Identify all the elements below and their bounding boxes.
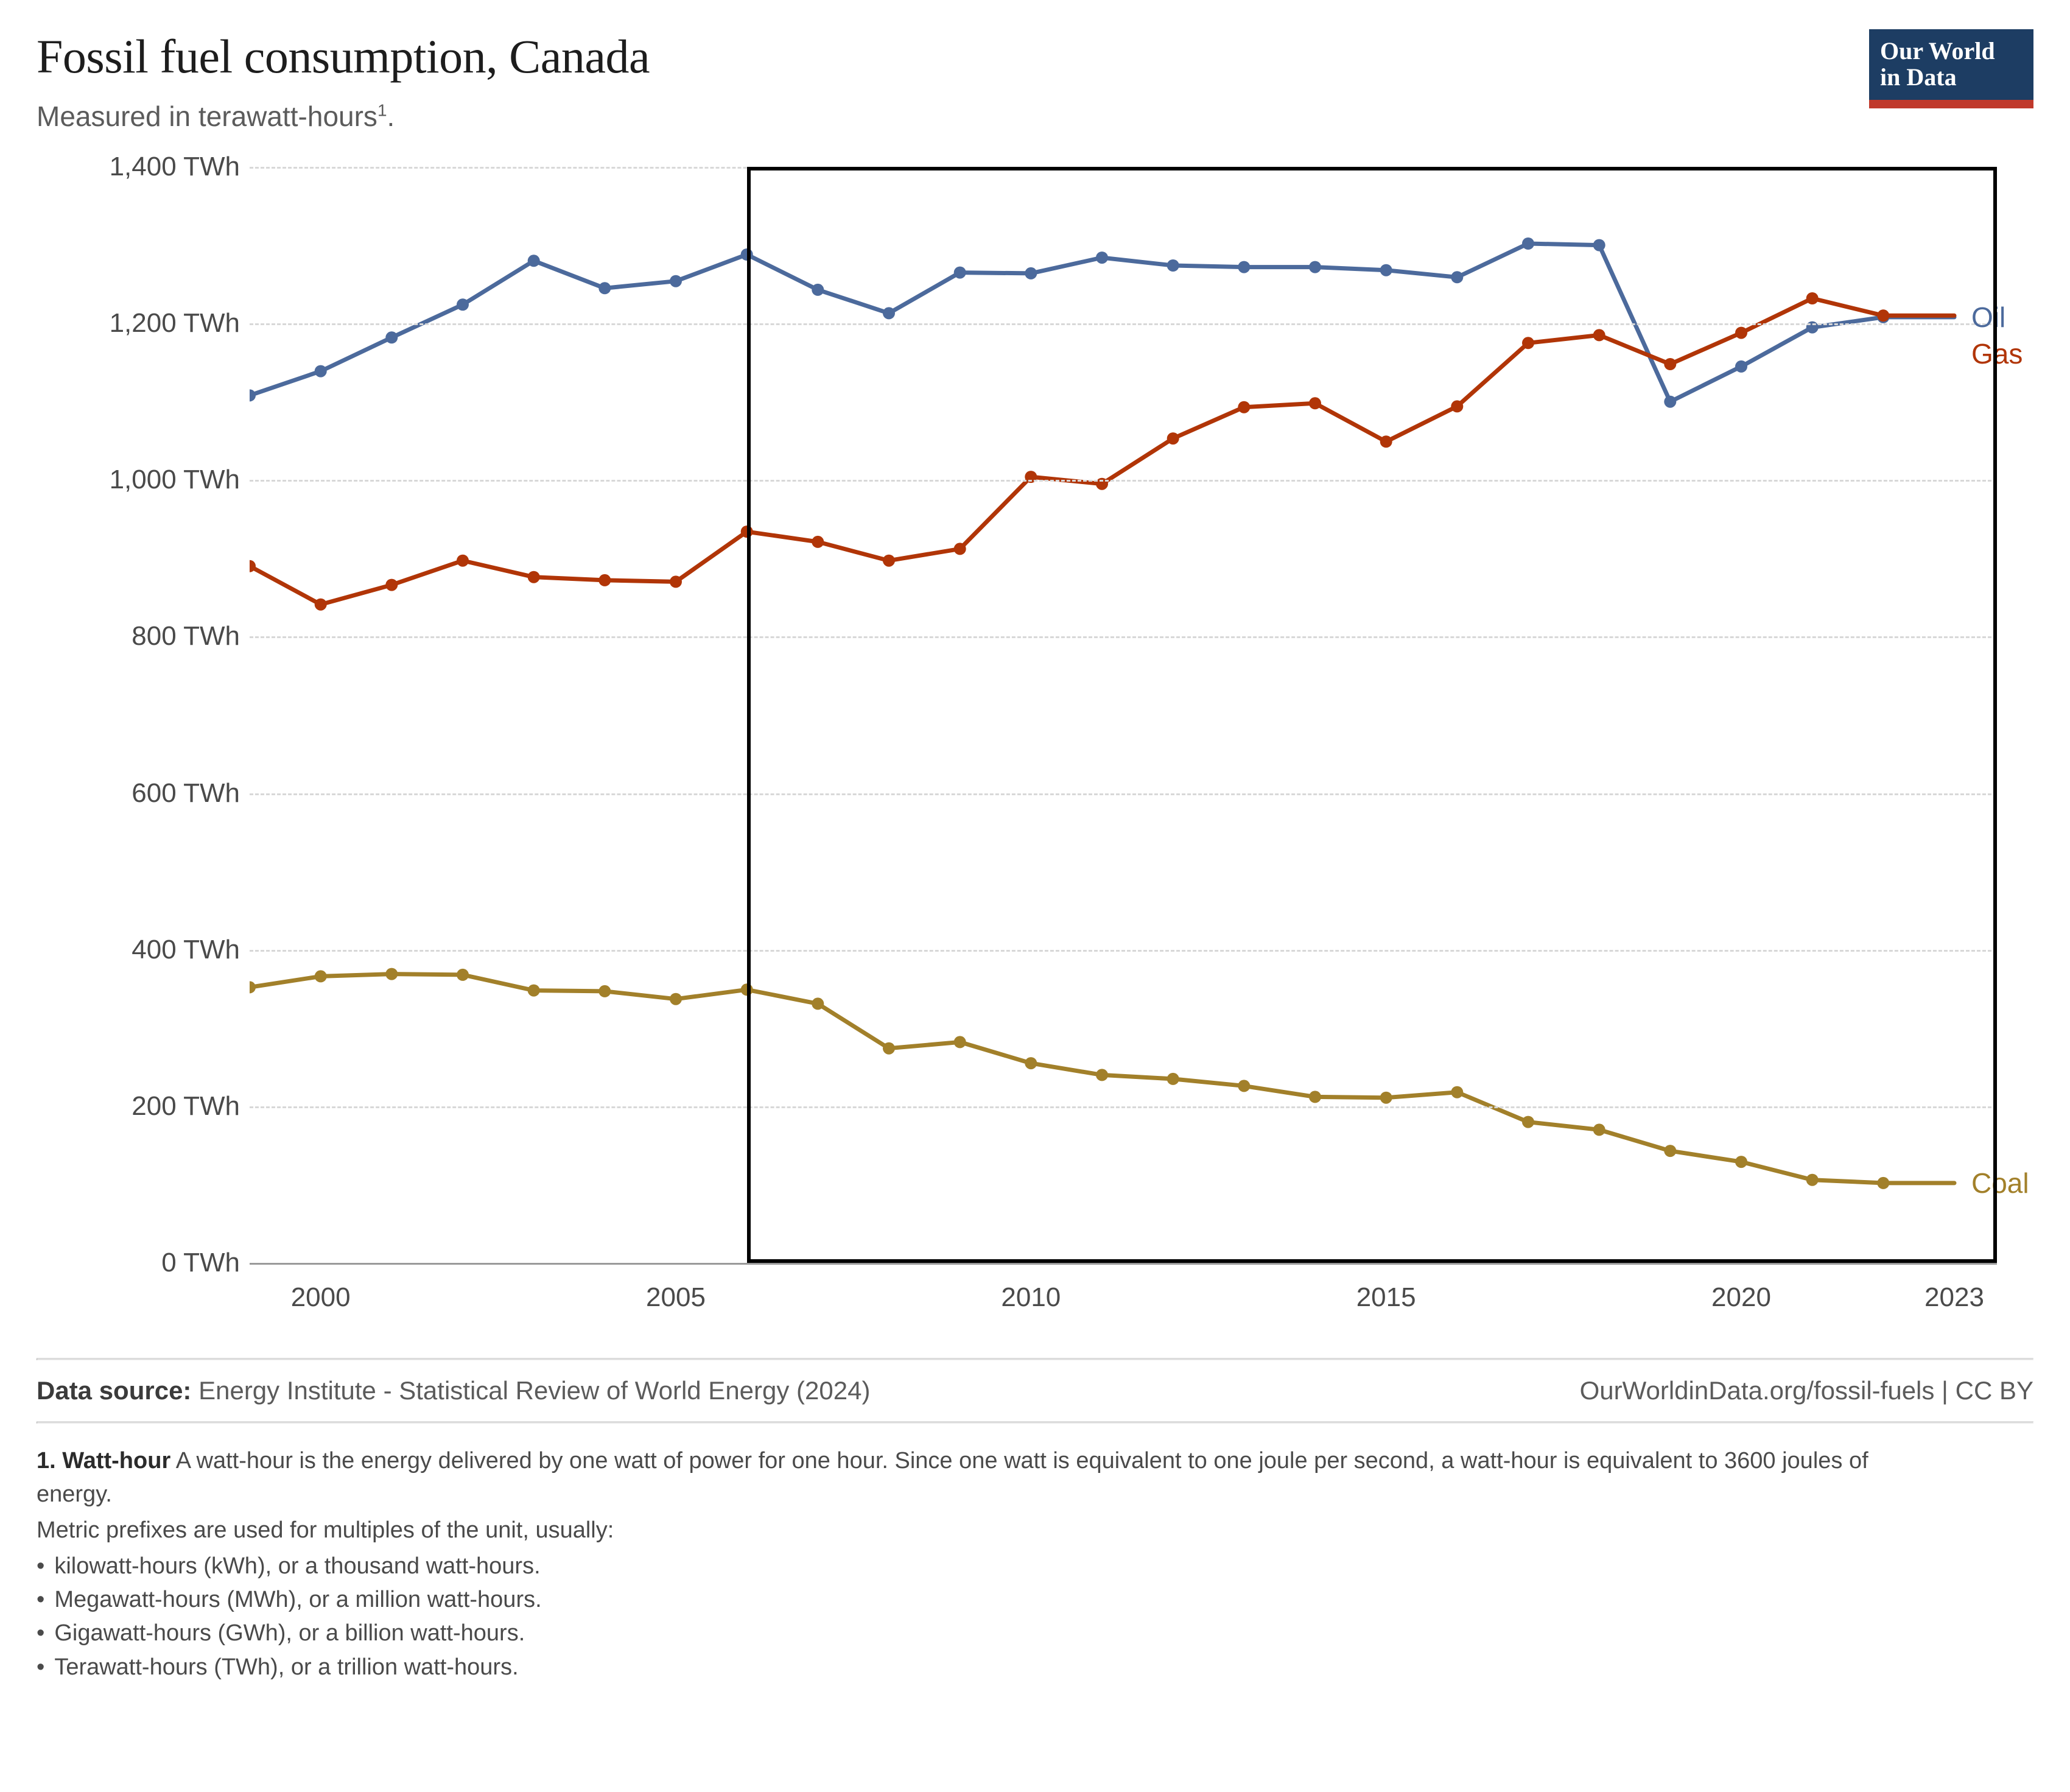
data-point[interactable] xyxy=(250,389,256,401)
footnote-list xyxy=(37,1550,2033,1684)
series-line-gas xyxy=(250,298,1954,605)
data-point[interactable] xyxy=(1025,267,1037,279)
data-point[interactable] xyxy=(1309,261,1321,273)
x-axis-tick-label: 2023 xyxy=(1924,1282,1984,1312)
gridline xyxy=(250,1106,1997,1108)
chart-subtitle xyxy=(37,100,2033,133)
data-point[interactable] xyxy=(1735,327,1747,339)
y-axis-tick-label: 0 TWh xyxy=(161,1248,240,1277)
footnote-definition-text: A watt-hour is the energy delivered by one watt of power for one hour. Since one watt is equivalent to one joule per second, a watt-hour is equivalent to 3600 joules of energy. xyxy=(37,1448,1868,1508)
footnote-prefix-intro: Metric prefixes are used for multiples of the unit, usually: xyxy=(37,1517,614,1544)
data-point[interactable] xyxy=(385,968,398,980)
data-point[interactable] xyxy=(457,969,469,981)
gridline xyxy=(250,480,1997,482)
data-point[interactable] xyxy=(1096,1069,1108,1081)
chart-area xyxy=(37,152,2033,1342)
data-point[interactable] xyxy=(883,1042,895,1055)
data-point[interactable] xyxy=(1877,309,1889,322)
data-point[interactable] xyxy=(1025,1057,1037,1069)
footer-divider-bottom xyxy=(37,1421,2033,1424)
data-point[interactable] xyxy=(1309,1091,1321,1103)
data-point[interactable] xyxy=(741,248,753,261)
data-point[interactable] xyxy=(1167,259,1179,272)
gridline xyxy=(250,793,1997,795)
data-point[interactable] xyxy=(1167,432,1179,444)
data-point[interactable] xyxy=(598,985,611,997)
x-axis-tick-label: 2015 xyxy=(1356,1282,1416,1312)
data-point[interactable] xyxy=(1167,1073,1179,1085)
list-item: • kilowatt-hours (kWh), or a thousand watt-hours. xyxy=(37,1550,2033,1583)
data-point[interactable] xyxy=(812,536,824,548)
data-point[interactable] xyxy=(954,267,966,279)
x-axis-tick-label: 2000 xyxy=(290,1282,351,1312)
data-point[interactable] xyxy=(598,574,611,586)
legend-label-gas: Gas xyxy=(1971,337,2023,370)
data-point[interactable] xyxy=(457,555,469,567)
list-item: • Gigawatt-hours (GWh), or a billion watt-hours. xyxy=(37,1617,2033,1650)
chart-subtitle-suffix: . xyxy=(387,100,395,132)
gridline xyxy=(250,950,1997,952)
data-point[interactable] xyxy=(741,525,753,538)
list-item: • Terawatt-hours (TWh), or a trillion watt-hours. xyxy=(37,1651,2033,1684)
data-point[interactable] xyxy=(315,970,327,982)
data-point[interactable] xyxy=(457,298,469,311)
footer-source-row xyxy=(37,1360,2033,1421)
data-point[interactable] xyxy=(812,997,824,1010)
data-point[interactable] xyxy=(1735,1156,1747,1168)
data-point[interactable] xyxy=(1664,1145,1676,1157)
data-point[interactable] xyxy=(315,599,327,611)
data-point[interactable] xyxy=(385,331,398,343)
page-title: Fossil fuel consumption, Canada xyxy=(37,30,650,83)
y-axis-tick-label: 1,400 TWh xyxy=(109,152,240,181)
data-point[interactable] xyxy=(670,275,682,287)
data-point[interactable] xyxy=(954,543,966,555)
data-point[interactable] xyxy=(1380,435,1392,448)
y-axis-tick-label: 1,000 TWh xyxy=(109,465,240,495)
series-svg xyxy=(250,167,1997,1263)
gridline xyxy=(250,636,1997,638)
data-point[interactable] xyxy=(1593,329,1605,341)
footer-link[interactable]: OurWorldinData.org/fossil-fuels | CC BY xyxy=(1579,1376,2033,1405)
data-point[interactable] xyxy=(315,365,327,378)
data-point[interactable] xyxy=(1451,271,1463,283)
data-point[interactable] xyxy=(1309,397,1321,409)
footnote-definition xyxy=(37,1444,1893,1511)
data-point[interactable] xyxy=(598,282,611,294)
data-point[interactable] xyxy=(954,1036,966,1048)
x-axis-line xyxy=(250,1263,1997,1265)
data-point[interactable] xyxy=(1451,400,1463,412)
chart-footer xyxy=(37,1358,2033,1684)
data-point[interactable] xyxy=(1522,337,1534,349)
data-point[interactable] xyxy=(1593,239,1605,251)
data-point[interactable] xyxy=(741,983,753,996)
y-axis-tick-label: 200 TWh xyxy=(132,1091,240,1121)
y-axis-tick-label: 600 TWh xyxy=(132,778,240,808)
data-point[interactable] xyxy=(1664,396,1676,408)
footnote-marker: 1 xyxy=(377,100,387,120)
chart-header xyxy=(37,0,2033,133)
data-point[interactable] xyxy=(250,981,256,993)
data-point[interactable] xyxy=(1877,1177,1889,1189)
data-point[interactable] xyxy=(1522,1116,1534,1128)
data-point[interactable] xyxy=(528,255,540,267)
data-point[interactable] xyxy=(670,575,682,588)
x-axis-tick-label: 2020 xyxy=(1711,1282,1771,1312)
x-axis-tick-label: 2005 xyxy=(646,1282,706,1312)
data-point[interactable] xyxy=(385,579,398,591)
owid-logo[interactable] xyxy=(1869,29,2033,108)
data-point[interactable] xyxy=(883,307,895,319)
data-point[interactable] xyxy=(1238,1080,1250,1092)
chart-subtitle-text: Measured in terawatt-hours xyxy=(37,100,377,132)
plot-canvas[interactable] xyxy=(109,152,2029,1312)
data-point[interactable] xyxy=(1451,1086,1463,1098)
owid-logo-line2: in Data xyxy=(1880,63,1957,91)
legend-label-coal: Coal xyxy=(1971,1167,2029,1199)
data-point[interactable] xyxy=(528,571,540,583)
data-point[interactable] xyxy=(670,993,682,1005)
data-point[interactable] xyxy=(1096,251,1108,264)
footnotes xyxy=(37,1444,2033,1684)
data-point[interactable] xyxy=(1380,1092,1392,1104)
data-point[interactable] xyxy=(883,555,895,567)
data-point[interactable] xyxy=(1664,358,1676,370)
owid-logo-text xyxy=(1869,29,2033,100)
data-source-label: Data source: xyxy=(37,1376,192,1405)
data-point[interactable] xyxy=(812,284,824,296)
data-point[interactable] xyxy=(1380,264,1392,276)
data-point[interactable] xyxy=(1806,292,1819,304)
data-point[interactable] xyxy=(1238,401,1250,413)
x-axis-tick-label: 2010 xyxy=(1001,1282,1061,1312)
data-source xyxy=(37,1376,870,1405)
list-item: • Megawatt-hours (MWh), or a million watt-hours. xyxy=(37,1583,2033,1617)
owid-logo-line1: Our World xyxy=(1880,37,1995,65)
data-point[interactable] xyxy=(528,985,540,997)
series-line-oil xyxy=(250,244,1954,402)
data-point[interactable] xyxy=(1238,261,1250,273)
footnote-term: 1. Watt-hour xyxy=(37,1448,171,1474)
y-axis-tick-label: 400 TWh xyxy=(132,934,240,965)
data-point[interactable] xyxy=(1593,1123,1605,1136)
data-point[interactable] xyxy=(1735,360,1747,373)
data-point[interactable] xyxy=(1522,237,1534,250)
legend-label-oil: Oil xyxy=(1971,301,2006,333)
y-axis-tick-label: 800 TWh xyxy=(132,621,240,652)
data-source-value: Energy Institute - Statistical Review of World Energy (2024) xyxy=(198,1376,871,1405)
gridline xyxy=(250,167,1997,169)
y-axis-tick-label: 1,200 TWh xyxy=(109,308,240,339)
gridline xyxy=(250,323,1997,325)
owid-logo-bar xyxy=(1869,100,2033,108)
data-point[interactable] xyxy=(1806,1174,1819,1186)
